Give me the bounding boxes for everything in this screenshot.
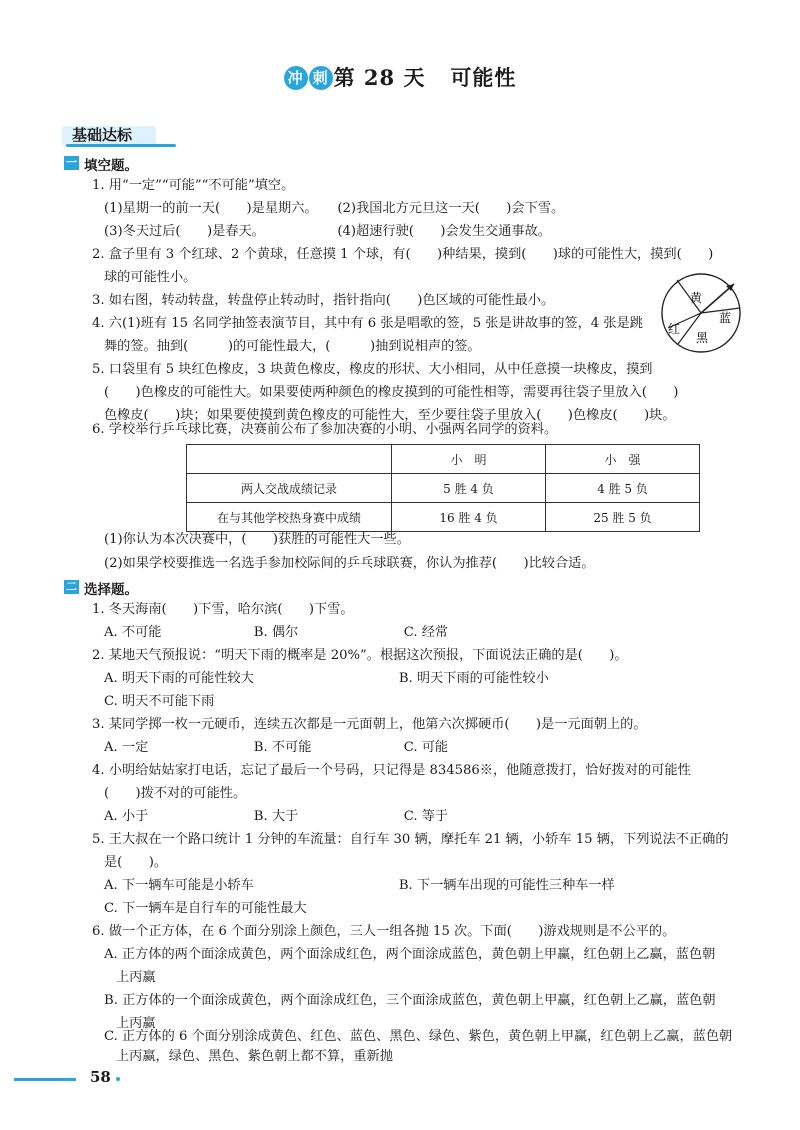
q2-6-option-b-2: 上丙赢 (116, 1016, 156, 1031)
q2-6-option-c-1: C. 正方体的 6 个面分别涂成黄色、红色、蓝色、黑色、绿色、紫色，黄色朝上甲赢，红色朝上乙赢，蓝色朝 (104, 1029, 733, 1044)
q2-5-line2: 是( )。 (104, 855, 168, 870)
q2-6-option-b-1: B. 正方体的一个面涂成黄色，两个面涂成红色，三个面涂成蓝色，黄色朝上甲赢，红色朝上乙赢，蓝色朝 (104, 993, 716, 1008)
spinner-black-label: 黑 (696, 331, 709, 345)
q1-4-line2: 舞的签。抽到( )的可能性最大，( )抽到说相声的签。 (104, 339, 481, 354)
q2-5-line1: 5. 王大叔在一个路口统计 1 分钟的车流量：自行车 30 辆，摩托车 21 辆，小轿车 15 辆，下列说法不正确的 (92, 832, 729, 847)
title-badge-2: 刺 (309, 66, 333, 90)
spinner-yellow-label: 黄 (690, 291, 703, 305)
title-badge-1: 冲 (284, 66, 308, 90)
q1-6-stem: 6. 学校举行乒乓球比赛，决赛前公布了参加决赛的小明、小强两名同学的资料。 (92, 422, 558, 437)
player-record-table (186, 444, 700, 532)
q1-1-stem: 1. 用“一定”“可能”“不可能”填空。 (92, 178, 295, 193)
part1-marker: 一 (66, 156, 77, 169)
part2-marker: 二 (66, 580, 77, 593)
q2-6-option-c-2: 上丙赢，绿色、黑色、紫色朝上都不算，重新抛 (116, 1049, 393, 1064)
table-cell: 5 胜 4 负 (392, 474, 546, 503)
spinner-red-label: 红 (668, 322, 681, 336)
q2-1-options: A. 不可能 B. 偶尔 C. 经常 (104, 625, 449, 640)
q2-4-line1: 4. 小明给姑姑家打电话，忘记了最后一个号码，只记得是 834586※，他随意拨打，恰好拨对的可能性 (92, 763, 691, 778)
q1-6-sub2: (2)如果学校要推选一名选手参加校际间的乒乓球联赛，你认为推荐( )比较合适。 (104, 556, 595, 571)
part2-heading: 选择题。 (84, 582, 138, 598)
title-topic: 可能性 (450, 66, 517, 90)
q1-1-line1: (1)星期一的前一天( )是星期六。 (2)我国北方元旦这一天( )会下雪。 (104, 201, 565, 216)
q2-3: 3. 某同学掷一枚一元硬币，连续五次都是一元面朝上，他第六次掷硬币( )是一元面朝上的。 (92, 717, 647, 732)
q1-3: 3. 如右图，转动转盘，转盘停止转动时，指针指向( )色区域的可能性最小。 (92, 293, 555, 308)
q1-4-line1: 4. 六(1)班有 15 名同学抽签表演节目，其中有 6 张是唱歌的签，5 张是讲故事的签，4 张是跳 (92, 316, 643, 331)
q2-4-line2: ( )拨不对的可能性。 (104, 786, 247, 801)
table-header-cell: 小 明 (392, 445, 546, 474)
title-day: 28 (363, 65, 396, 90)
table-cell: 16 胜 4 负 (392, 503, 546, 532)
q2-1: 1. 冬天海南( )下雪，哈尔滨( )下雪。 (92, 602, 354, 617)
q2-6: 6. 做一个正方体，在 6 个面分别涂上颜色，三人一组各抛 15 次。下面( )游戏规则是不公平的。 (92, 924, 676, 939)
table-cell: 两人交战成绩记录 (187, 474, 392, 503)
section-title: 基础达标 (72, 126, 133, 144)
q1-5-line2: ( )色橡皮的可能性大。如果要使两种颜色的橡皮摸到的可能性相等，需要再往袋子里放入( ) (104, 385, 679, 400)
spinner-blue-label: 蓝 (719, 311, 732, 325)
q2-4-options: A. 小于 B. 大于 C. 等于 (104, 809, 449, 824)
spinner-diagram (660, 272, 742, 354)
part1-heading: 填空题。 (84, 158, 138, 174)
table-header-cell: 小 强 (546, 445, 700, 474)
q2-5-options-ab: A. 下一辆车可能是小轿车 B. 下一辆车出现的可能性三种车一样 (104, 878, 615, 893)
table-row (187, 503, 700, 532)
table-cell: 25 胜 5 负 (546, 503, 700, 532)
footer-dot (116, 1077, 120, 1081)
section-underline (66, 144, 176, 147)
q1-5-line1: 5. 口袋里有 5 块红色橡皮，3 块黄色橡皮，橡皮的形状、大小相同，从中任意摸一块橡皮，摸到 (92, 362, 653, 377)
title-suffix: 天 (403, 66, 426, 90)
table-row (187, 474, 700, 503)
table-cell: 4 胜 5 负 (546, 474, 700, 503)
q2-2: 2. 某地天气预报说：“明天下雨的概率是 20%”。根据这次预报，下面说法正确的是( )。 (92, 648, 628, 663)
table-header-row (187, 445, 700, 474)
q2-5-option-c: C. 下一辆车是自行车的可能性最大 (104, 901, 307, 916)
q2-3-options: A. 一定 B. 不可能 C. 可能 (104, 740, 449, 755)
q1-2-line1: 2. 盒子里有 3 个红球、2 个黄球，任意摸 1 个球，有( )种结果，摸到( )球的可能性大，摸到( ) (92, 247, 714, 262)
table-cell: 在与其他学校热身赛中成绩 (187, 503, 392, 532)
table-header-cell (187, 445, 392, 474)
section-header (62, 122, 172, 144)
q1-5-line3: 色橡皮( )块；如果要使摸到黄色橡皮的可能性大，至少要往袋子里放入( )色橡皮( )块。 (104, 408, 676, 423)
q2-6-option-a-2: 上丙赢 (116, 970, 156, 985)
title-prefix: 第 (333, 66, 356, 90)
footer-rule (14, 1078, 76, 1081)
page-number: 58 (90, 1068, 111, 1086)
q2-6-option-a-1: A. 正方体的两个面涂成黄色，两个面涂成红色，两个面涂成蓝色，黄色朝上甲赢，红色朝上乙赢，蓝色朝 (104, 947, 716, 962)
q1-1-line2: (3)冬天过后( )是春天。 (4)超速行驶( )会发生交通事故。 (104, 224, 551, 239)
q1-6-sub1: (1)你认为本次决赛中，( )获胜的可能性大一些。 (104, 532, 410, 547)
q2-2-option-c: C. 明天不可能下雨 (104, 694, 215, 709)
q1-2-line2: 球的可能性小。 (104, 270, 197, 285)
page-title (0, 62, 800, 92)
q2-2-options-ab: A. 明天下雨的可能性较大 B. 明天下雨的可能性较小 (104, 671, 549, 686)
